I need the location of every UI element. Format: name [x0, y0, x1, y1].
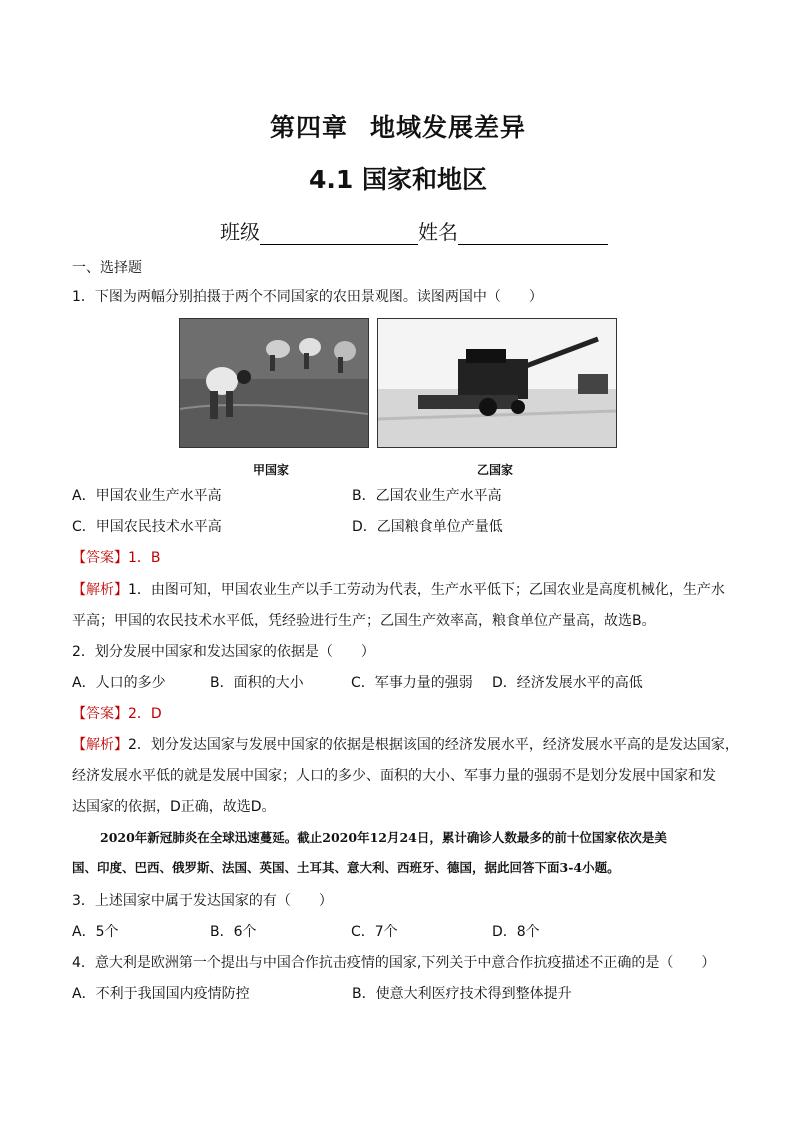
q3-stem: 3．上述国家中属于发达国家的有（ ） — [72, 893, 333, 909]
class-label: 班级 — [220, 220, 260, 244]
material-line-2: 国、印度、巴西、俄罗斯、法国、英国、土耳其、意大利、西班牙、德国，据此回答下面3-4小题。 — [72, 860, 620, 875]
q1-option-c[interactable]: C．甲国农民技术水平高 — [72, 519, 222, 535]
q2-analysis-line-1 — [72, 735, 739, 755]
caption-country-a: 甲国家 — [253, 463, 290, 477]
q2-option-a[interactable]: A．人口的多少 — [72, 675, 166, 691]
q2-option-c[interactable]: C．军事力量的强弱 — [351, 675, 473, 691]
q1-stem: 1．下图为两幅分别拍摄于两个不同国家的农田景观图。读图两国中（ ） — [72, 289, 543, 305]
caption-country-b: 乙国家 — [477, 463, 514, 477]
q1-option-b[interactable]: B．乙国农业生产水平高 — [352, 488, 502, 504]
material-line-1: 2020年新冠肺炎在全球迅速蔓延。截止2020年12月24日，累计确诊人数最多的前十位国家依次是美 — [100, 830, 667, 845]
q1-option-a[interactable]: A．甲国农业生产水平高 — [72, 488, 222, 504]
q2-option-d[interactable]: D．经济发展水平的高低 — [492, 675, 643, 691]
q2-option-b[interactable]: B．面积的大小 — [210, 675, 304, 691]
answer-tag: 【答案】 — [72, 706, 128, 722]
q1-answer — [72, 548, 161, 568]
answer-value: 1．B — [128, 550, 161, 566]
analysis-text: 1．由图可知，甲国农业生产以手工劳动为代表，生产水平低下；乙国农业是高度机械化，生产水 — [128, 582, 725, 598]
q1-analysis-line-2: 平高；甲国的农民技术水平低，凭经验进行生产；乙国生产效率高，粮食单位产量高，故选B。 — [72, 613, 656, 629]
analysis-tag: 【解析】 — [72, 582, 128, 598]
name-blank[interactable] — [458, 224, 608, 245]
q3-option-c[interactable]: C．7个 — [351, 924, 398, 940]
chapter-title: 第四章 — [269, 113, 348, 142]
section-title: 4.1 国家和地区 — [309, 165, 487, 194]
q2-analysis-line-2: 经济发展水平低的就是发展中国家；人口的多少、面积的大小、军事力量的强弱不是划分发展中国家和发 — [72, 768, 716, 784]
class-blank[interactable] — [260, 224, 418, 245]
farm-combine-harvester-image — [378, 319, 616, 447]
q3-option-d[interactable]: D．8个 — [492, 924, 540, 940]
q4-option-a[interactable]: A．不利于我国国内疫情防控 — [72, 986, 250, 1002]
analysis-tag: 【解析】 — [72, 737, 128, 753]
chapter-subtitle: 地域发展差异 — [370, 113, 527, 142]
q1-analysis-line-1 — [72, 580, 725, 600]
q1-option-d[interactable]: D．乙国粮食单位产量低 — [352, 519, 503, 535]
q4-option-b[interactable]: B．使意大利医疗技术得到整体提升 — [352, 986, 572, 1002]
q2-stem: 2．划分发展中国家和发达国家的依据是（ ） — [72, 644, 375, 660]
farm-manual-labor-image — [180, 319, 368, 447]
q2-answer — [72, 704, 162, 724]
answer-tag: 【答案】 — [72, 550, 128, 566]
photo-country-a — [179, 318, 369, 448]
q4-stem: 4．意大利是欧洲第一个提出与中国合作抗击疫情的国家,下列关于中意合作抗疫描述不正确的是（ ） — [72, 955, 716, 971]
name-label: 姓名 — [418, 220, 458, 244]
photo-country-b — [377, 318, 617, 448]
analysis-text: 2．划分发达国家与发展中国家的依据是根据该国的经济发展水平，经济发展水平高的是发达国家， — [128, 737, 739, 753]
chapter-heading — [72, 108, 724, 144]
q3-option-b[interactable]: B．6个 — [210, 924, 257, 940]
answer-value: 2．D — [128, 706, 162, 722]
section-heading: 一、选择题 — [72, 260, 142, 276]
q2-analysis-line-3: 达国家的依据，D正确，故选D。 — [72, 799, 276, 815]
class-name-line — [220, 216, 608, 245]
q3-option-a[interactable]: A．5个 — [72, 924, 119, 940]
